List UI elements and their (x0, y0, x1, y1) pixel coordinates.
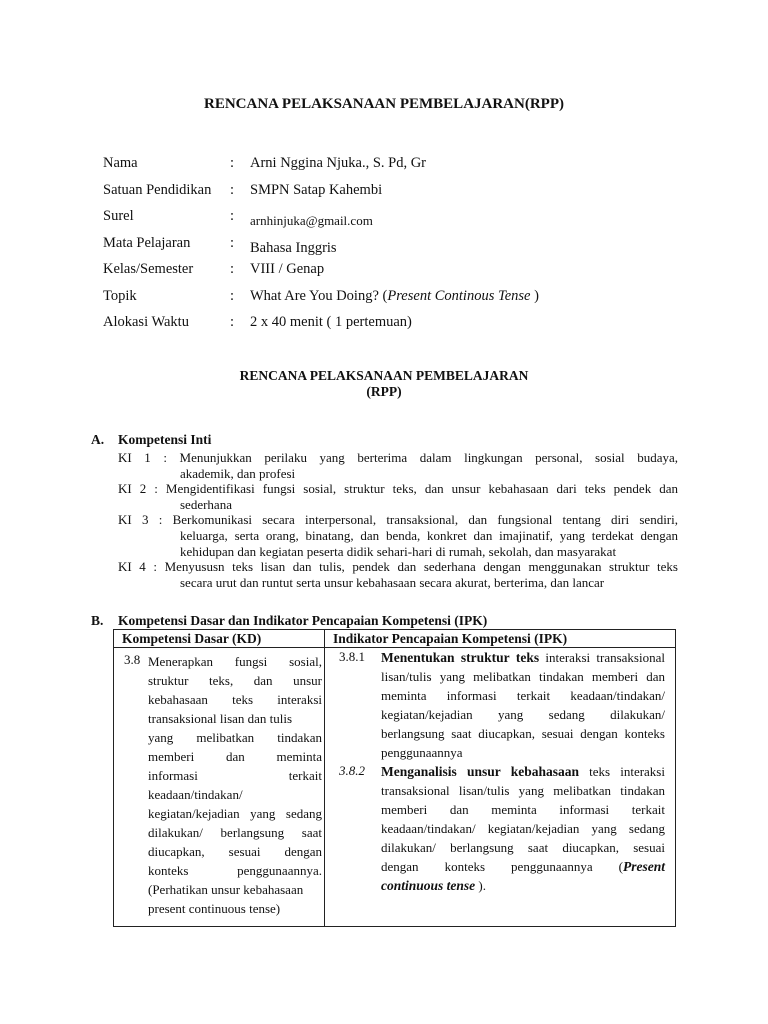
ipk-cell (325, 648, 676, 927)
ipk-line (381, 762, 665, 781)
email-value: arnhinjuka@gmail.com (250, 213, 373, 228)
identity-label: Topik (103, 287, 137, 304)
ipk-line6-italic: Present (623, 859, 665, 874)
identity-value: VIII / Genap (250, 261, 325, 277)
section-letter: B. (91, 613, 104, 628)
ipk-line: berlangsung saat diucapkan, sesuai dengan konteks (381, 726, 665, 741)
section-a-heading (91, 432, 211, 448)
identity-label: Surel (103, 208, 134, 224)
identity-colon: : (230, 208, 235, 224)
table-header-row (114, 630, 676, 648)
ipk-line7-italic: continuous tense (381, 878, 476, 893)
topic-italic: Present Continous Tense (387, 287, 531, 304)
ki-list (118, 450, 678, 590)
kd-line: diucapkan, sesuai dengan (148, 844, 322, 859)
identity-row-alokasi (103, 314, 703, 341)
ipk-bold-lead: Menganalisis unsur kebahasaan (381, 764, 580, 779)
identity-label: Satuan Pendidikan (103, 181, 212, 198)
ipk-line: kegiatan/kejadian yang sedang dilakukan/ (381, 707, 665, 722)
identity-row-surel (103, 208, 703, 235)
ipk-first-rest: interaksi transaksional (539, 650, 665, 665)
ipk-line: memberi dan meminta informasi terkait (381, 802, 665, 817)
kd-text (148, 652, 322, 918)
ipk-first-rest: teks interaksi (579, 764, 665, 779)
kd-cell (114, 648, 325, 927)
kd-line: konteks penggunaannya. (148, 863, 322, 878)
ki-item (118, 481, 678, 512)
ipk-line7-suffix: ). (475, 878, 486, 893)
ipk-number: 3.8.1 (339, 649, 365, 664)
ipk-text (381, 648, 665, 762)
ki-item (118, 512, 678, 559)
identity-row-nama (103, 155, 703, 182)
section-title: Kompetensi Dasar dan Indikator Pencapaian Kompetensi (IPK) (118, 613, 488, 628)
subtitle-line2: (RPP) (366, 384, 402, 399)
identity-colon: : (230, 261, 235, 277)
topic-value (250, 288, 539, 305)
ipk-bold-lead: Menentukan struktur teks (381, 650, 540, 665)
ki-text-continued: keluarga, serta orang, binatang, dan benda, konkret dan imajinatif, yang terdekat dengan kehidupan dan kegiatan peserta didik sehari-hari di rumah, sekolah, dan masyarakat (180, 527, 678, 559)
identity-row-topik (103, 288, 703, 315)
kd-line: memberi dan meminta (148, 749, 322, 764)
section-letter: A. (91, 432, 105, 447)
kd-number: 3.8 (124, 652, 141, 667)
section-b-heading (91, 613, 487, 629)
ipk-line: penggunaannya (381, 745, 463, 760)
section-subtitle (0, 368, 768, 400)
ki-item (118, 450, 678, 481)
kd-ipk-table (113, 629, 676, 927)
identity-value: 2 x 40 menit ( 1 pertemuan) (250, 314, 412, 330)
document-title: RENCANA PELAKSANAAN PEMBELAJARAN(RPP) (204, 96, 564, 112)
ki-text-continued: akademik, dan profesi (180, 465, 296, 481)
ki-text-continued: sederhana (180, 496, 232, 512)
ki-text: KI 1 : Menunjukkan perilaku yang berterima dalam lingkungan personal, sosial budaya, (118, 450, 678, 465)
kd-line: keadaan/tindakan/ (148, 787, 243, 802)
section-title: Kompetensi Inti (118, 432, 212, 447)
ki-text-continued: secara urut dan runtut serta unsur kebahasaan secara akurat, berterima, dan lancar (180, 574, 605, 590)
identity-label: Mata Pelajaran (103, 234, 191, 251)
ki-item (118, 559, 678, 590)
ipk-line6-prefix: dengan konteks penggunaannya ( (381, 859, 623, 874)
identity-row-kelas (103, 261, 703, 288)
kd-line: transaksional lisan dan tulis (148, 711, 293, 726)
ipk-line: keadaan/tindakan/ kegiatan/kejadian yang sedang (381, 821, 665, 836)
identity-colon: : (230, 234, 235, 251)
ipk-line (381, 648, 665, 667)
subtitle-line1: RENCANA PELAKSANAAN PEMBELAJARAN (239, 368, 529, 383)
kd-line: informasi terkait (148, 768, 322, 783)
ki-text: KI 4 : Menyususn teks lisan dan tulis, pendek dan sederhana dengan menggunakan struktur teks (118, 559, 678, 575)
ki-text: KI 3 : Berkomunikasi secara interpersonal, transaksional, dan fungsional tentang diri sendiri, (118, 512, 678, 528)
identity-colon: : (230, 287, 235, 304)
identity-colon: : (230, 181, 235, 198)
identity-colon: : (230, 155, 235, 171)
kd-line: dilakukan/ berlangsung saat (148, 825, 322, 840)
ipk-line: meminta informasi terkait keadaan/tindakan/ (381, 688, 665, 703)
topic-suffix: ) (530, 287, 539, 304)
topic-prefix: What Are You Doing? ( (250, 287, 388, 304)
kd-line: kegiatan/kejadian yang sedang (148, 806, 322, 821)
identity-label: Alokasi Waktu (103, 314, 189, 330)
kd-line: yang melibatkan tindakan (148, 730, 322, 745)
ipk-line (381, 876, 665, 895)
ipk-text (381, 762, 665, 895)
kd-line: (Perhatikan unsur kebahasaan (148, 882, 304, 897)
identity-block (103, 155, 703, 341)
identity-value: SMPN Satap Kahembi (250, 181, 383, 198)
kd-line: struktur teks, dan unsur (148, 673, 322, 688)
ipk-line: dilakukan/ berlangsung saat diucapkan, sesuai (381, 840, 665, 855)
identity-label: Nama (103, 155, 138, 171)
identity-row-satuan (103, 182, 703, 209)
kd-line: present continuous tense) (148, 901, 281, 916)
ipk-line: transaksional lisan/tulis yang melibatkan tindakan (381, 783, 665, 798)
ipk-line: lisan/tulis yang melibatkan tindakan memberi dan (381, 669, 665, 684)
identity-value: Arni Nggina Njuka., S. Pd, Gr (250, 155, 427, 171)
kd-column-header: Kompetensi Dasar (KD) (114, 630, 325, 648)
ki-text: KI 2 : Mengidentifikasi fungsi sosial, struktur teks, dan unsur kebahasaan dari teks pendek dan (118, 481, 678, 497)
identity-value: Bahasa Inggris (250, 239, 337, 256)
identity-row-mapel (103, 235, 703, 262)
identity-label: Kelas/Semester (103, 261, 194, 277)
kd-line: kebahasaan teks interaksi (148, 692, 322, 707)
identity-colon: : (230, 314, 235, 330)
kd-line: Menerapkan fungsi sosial, (148, 654, 322, 669)
table-row (114, 648, 676, 927)
ipk-number: 3.8.2 (339, 763, 365, 778)
ipk-line (381, 857, 665, 876)
ipk-column-header: Indikator Pencapaian Kompetensi (IPK) (325, 630, 676, 648)
